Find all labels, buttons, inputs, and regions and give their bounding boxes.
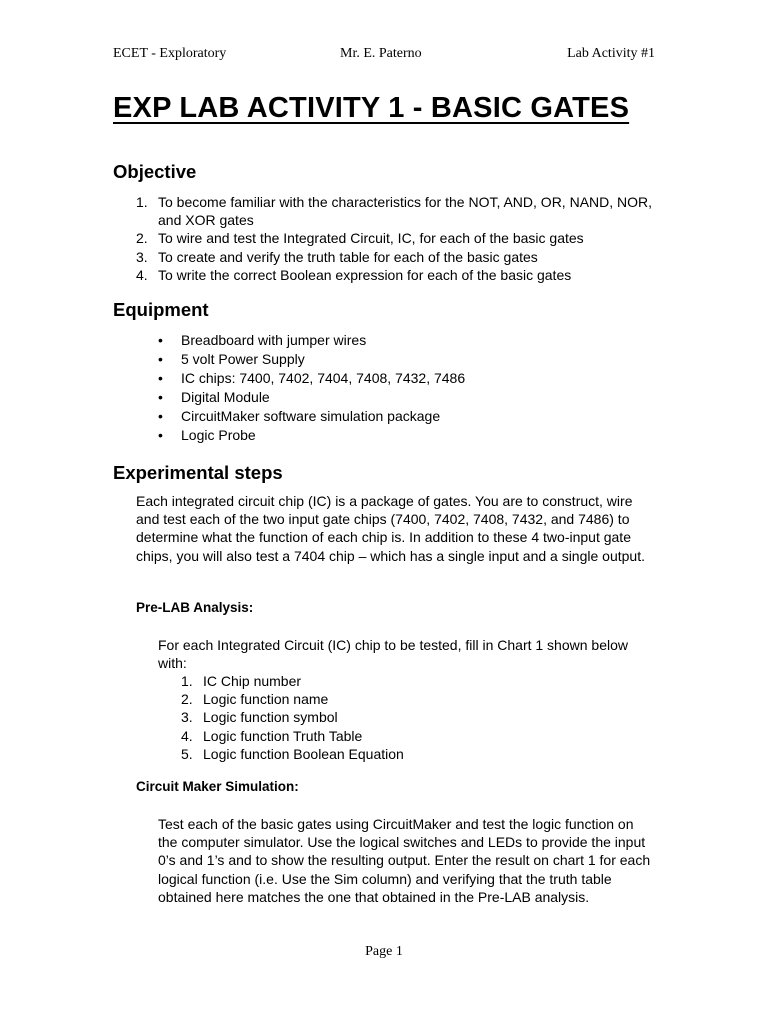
- simulation-paragraph: Test each of the basic gates using CircuitMaker and test the logic function on the computer simulator. Use the logical switches and LEDs to provide the input 0’s and 1’s and to show the resulting output. Enter the result on chart 1 for each logical function (i.e. Use the Sim column) and verifying that the truth table obtained here matches the one that obtained in the Pre-LAB analysis.: [158, 816, 651, 905]
- list-text: Breadboard with jumper wires: [181, 332, 367, 348]
- document-title: EXP LAB ACTIVITY 1 - BASIC GATES: [113, 92, 630, 124]
- list-item: [136, 248, 666, 266]
- equipment-heading: Equipment: [113, 299, 209, 320]
- list-text: To become familiar with the characteristics for the NOT, AND, OR, NAND, NOR, and XOR gates: [158, 194, 653, 229]
- list-number: 3.: [181, 709, 193, 726]
- objective-heading: Objective: [113, 161, 197, 182]
- list-text: To write the correct Boolean expression for each of the basic gates: [158, 266, 572, 283]
- list-text: 5 volt Power Supply: [181, 351, 305, 367]
- list-number: 3.: [136, 248, 148, 265]
- list-text: IC Chip number: [203, 673, 302, 689]
- list-text: Logic function name: [203, 691, 329, 708]
- list-item: [181, 672, 641, 690]
- list-item: [181, 690, 641, 708]
- list-item: [136, 193, 666, 229]
- list-number: 4.: [181, 727, 193, 744]
- list-item: [158, 388, 638, 407]
- list-text: Logic function Boolean Equation: [203, 745, 404, 762]
- list-item: [181, 745, 641, 763]
- list-item: [181, 708, 641, 726]
- list-text: To wire and test the Integrated Circuit, IC, for each of the basic gates: [158, 230, 584, 247]
- list-text: CircuitMaker software simulation package: [181, 408, 441, 424]
- list-item: [158, 331, 638, 350]
- list-text: Logic Probe: [181, 427, 256, 443]
- objective-list: [136, 193, 666, 284]
- experimental-heading: Experimental steps: [113, 462, 283, 483]
- page-header: [113, 46, 655, 66]
- bullet-icon: •: [158, 332, 163, 348]
- bullet-icon: •: [158, 389, 163, 405]
- list-text: To create and verify the truth table for each of the basic gates: [158, 248, 538, 265]
- bullet-icon: •: [158, 427, 163, 443]
- list-number: 2.: [136, 230, 148, 247]
- list-text: Logic function Truth Table: [203, 727, 363, 744]
- simulation-heading: Circuit Maker Simulation:: [136, 779, 299, 794]
- list-item: [158, 350, 638, 369]
- list-text: Digital Module: [181, 389, 270, 405]
- header-course: ECET - Exploratory: [113, 46, 227, 61]
- list-number: 2.: [181, 691, 193, 708]
- prelab-list: [181, 672, 641, 763]
- list-text: Logic function symbol: [203, 709, 338, 726]
- list-number: 1.: [181, 673, 193, 689]
- list-item: [158, 426, 638, 445]
- list-item: [181, 727, 641, 745]
- experimental-paragraph: Each integrated circuit chip (IC) is a package of gates. You are to construct, wire and test each of the two input gate chips (7400, 7402, 7408, 7432, and 7486) to determine what the function of each chip is. In addition to these 4 two-input gate chips, you will also test a 7404 chip – which has a single input and a single output.: [136, 493, 645, 564]
- header-instructor: Mr. E. Paterno: [340, 46, 422, 61]
- list-number: 4.: [136, 266, 148, 283]
- bullet-icon: •: [158, 351, 163, 367]
- header-activity: Lab Activity #1: [567, 46, 655, 61]
- bullet-icon: •: [158, 370, 163, 386]
- list-item: [136, 266, 666, 284]
- list-item: [158, 407, 638, 426]
- list-text: IC chips: 7400, 7402, 7404, 7408, 7432, 7486: [181, 370, 466, 386]
- page-footer: Page 1: [365, 944, 403, 959]
- prelab-paragraph: For each Integrated Circuit (IC) chip to be tested, fill in Chart 1 shown below with:: [158, 637, 628, 672]
- list-item: [158, 369, 638, 388]
- prelab-heading: Pre-LAB Analysis:: [136, 600, 254, 615]
- list-number: 1.: [136, 194, 148, 210]
- equipment-list: [158, 331, 638, 445]
- list-item: [136, 229, 666, 247]
- list-number: 5.: [181, 745, 193, 762]
- bullet-icon: •: [158, 408, 163, 424]
